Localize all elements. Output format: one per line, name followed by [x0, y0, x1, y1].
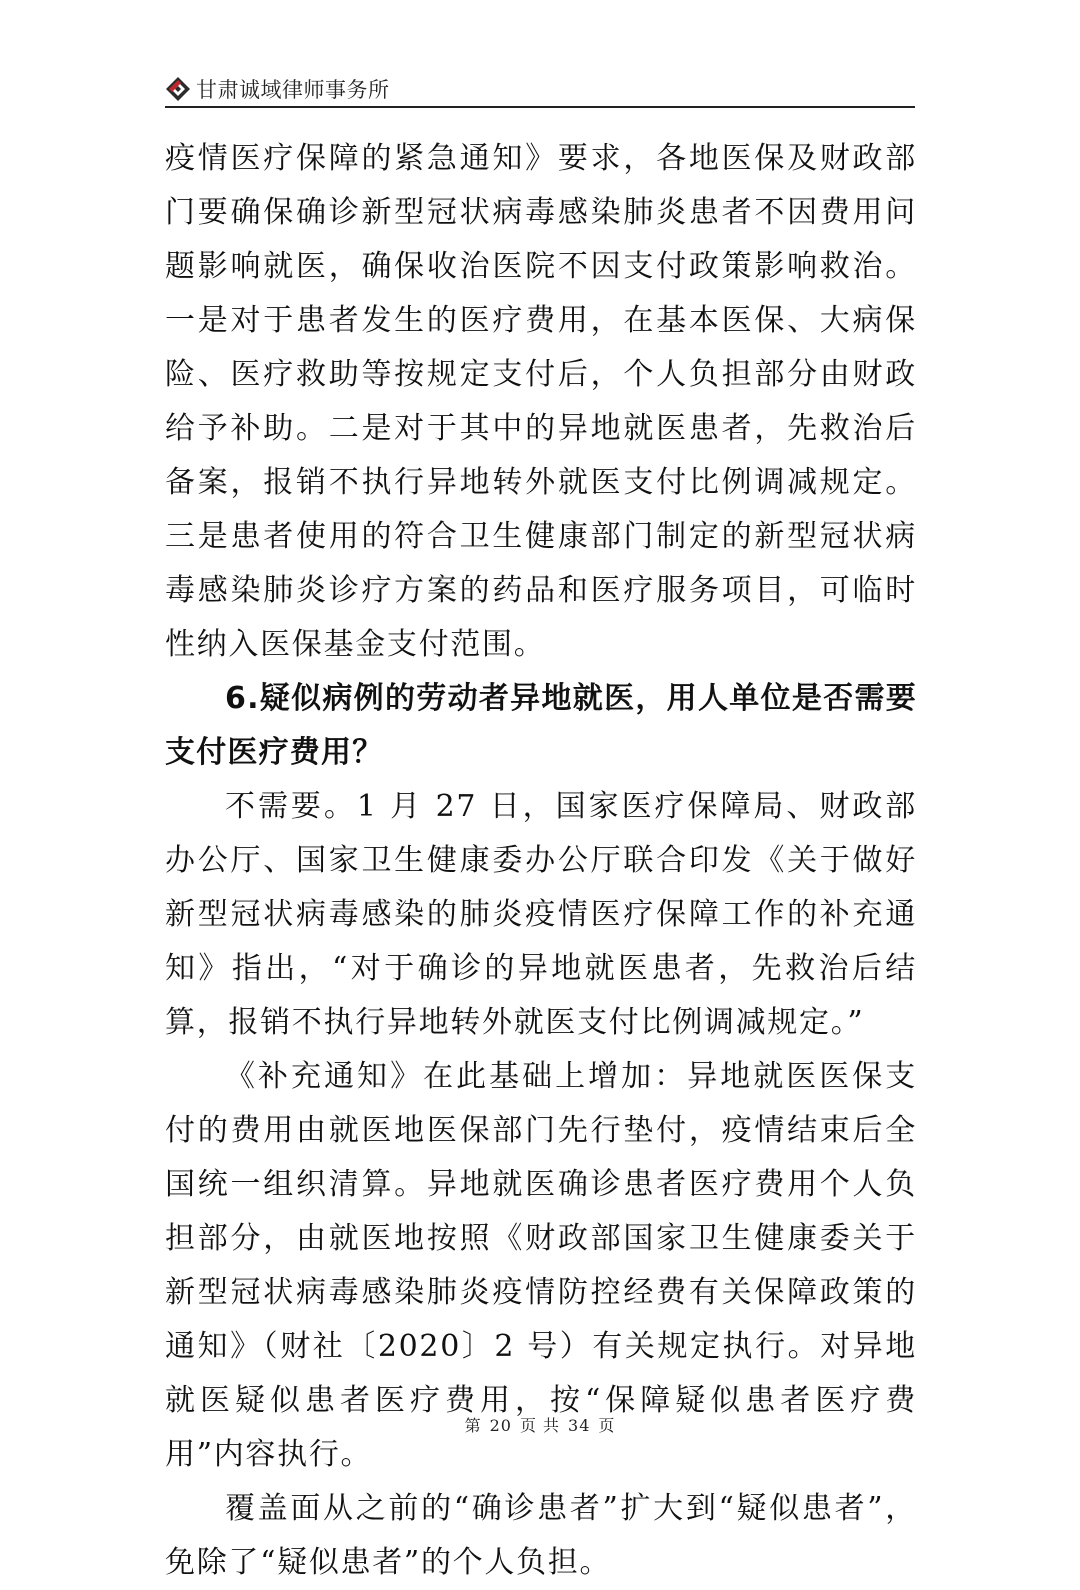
document-body	[165, 132, 917, 1590]
paragraph-continued: 疫情医疗保障的紧急通知》要求，各地医保及财政部门要确保确诊新型冠状病毒感染肺炎患者不因费用问题影响就医，确保收治医院不因支付政策影响救治。一是对于患者发生的医疗费用，在基本医保、大病保险、医疗救助等按规定支付后，个人负担部分由财政给予补助。二是对于其中的异地就医患者，先救治后备案，报销不执行异地转外就医支付比例调减规定。三是患者使用的符合卫生健康部门制定的新型冠状病毒感染肺炎诊疗方案的药品和医疗服务项目，可临时性纳入医保基金支付范围。	[165, 141, 917, 662]
paragraph-answer: 不需要。1 月 27 日，国家医疗保障局、财政部办公厅、国家卫生健康委办公厅联合印发《关于做好新型冠状病毒感染的肺炎疫情医疗保障工作的补充通知》指出，“对于确诊的异地就医患者，先救治后结算，报销不执行异地转外就医支付比例调减规定。”	[165, 789, 917, 1040]
diamond-logo-icon	[165, 76, 191, 102]
paragraph-coverage: 覆盖面从之前的“确诊患者”扩大到“疑似患者”，免除了“疑似患者”的个人负担。	[165, 1491, 917, 1580]
total-pages-number: 34	[568, 1416, 591, 1435]
page-header	[165, 74, 915, 108]
firm-name: 甘肃诚域律师事务所	[196, 78, 390, 102]
page-label-prefix: 第	[464, 1416, 482, 1435]
paragraph-supplement: 《补充通知》在此基础上增加：异地就医医保支付的费用由就医地医保部门先行垫付，疫情结束后全国统一组织清算。异地就医确诊患者医疗费用个人负担部分，由就医地按照《财政部国家卫生健康委关于新型冠状病毒感染肺炎疫情防控经费有关保障政策的通知》（财社〔2020〕2 号）有关规定执行。对异地就医疑似患者医疗费用，按“保障疑似患者医疗费用”内容执行。	[165, 1059, 917, 1472]
question-heading-6: 6.疑似病例的劳动者异地就医，用人单位是否需要支付医疗费用？	[165, 681, 917, 770]
page-label-mid: 页 共	[519, 1416, 561, 1435]
page-label-suffix: 页	[598, 1416, 616, 1435]
current-page-number: 20	[489, 1416, 512, 1435]
page-footer	[0, 1413, 1080, 1436]
